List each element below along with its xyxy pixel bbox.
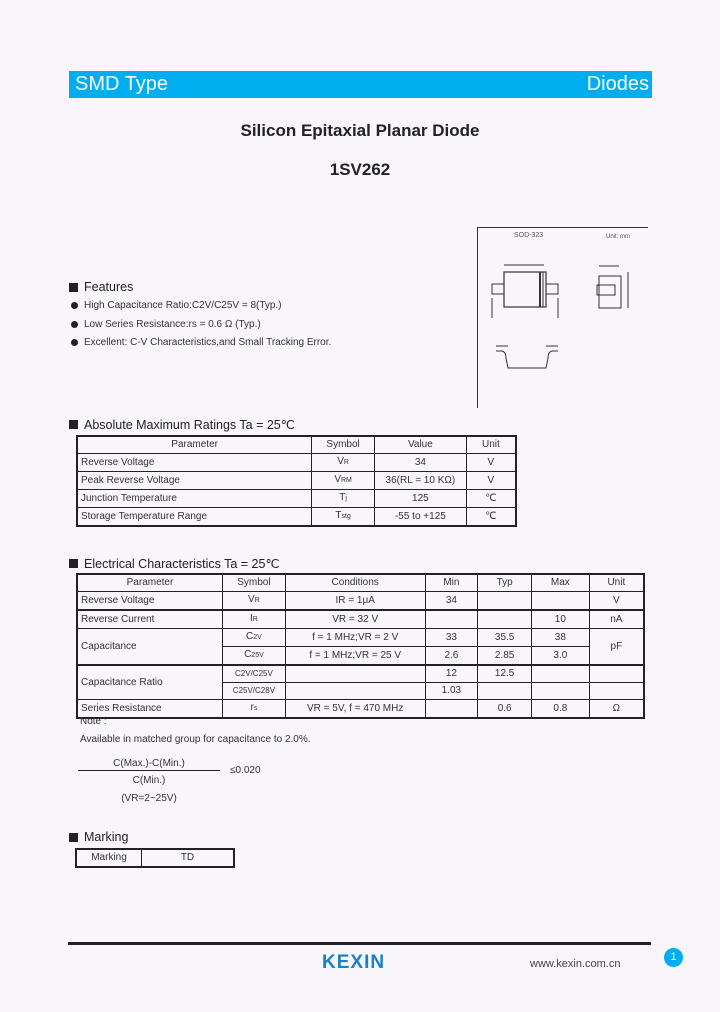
- part-number: 1SV262: [329, 160, 391, 179]
- section-bullet-icon: [69, 283, 78, 292]
- value-cell: 34: [374, 454, 466, 472]
- abs-max-table: [76, 435, 517, 527]
- company-logo: KEXIN: [322, 952, 386, 973]
- formula-result: ≤0.020: [230, 765, 261, 776]
- column-header: Parameter: [77, 436, 312, 454]
- parameter-cell: Capacitance: [77, 629, 222, 666]
- bullet-icon: [71, 302, 78, 309]
- section-bullet-icon: [69, 559, 78, 568]
- column-header: Typ: [478, 574, 532, 592]
- parameter-cell: Series Resistance: [77, 700, 222, 719]
- footer-divider: [68, 942, 651, 945]
- symbol-cell: [222, 610, 285, 629]
- symbol-cell: [222, 629, 285, 647]
- symbol-cell: [222, 647, 285, 666]
- unit-cell: ℃: [466, 490, 516, 508]
- elec-heading-text: Electrical Characteristics Ta = 25℃: [84, 557, 280, 571]
- marking-label-cell: Marking: [76, 849, 142, 867]
- parameter-cell: Capacitance Ratio: [77, 665, 222, 700]
- feature-text: Excellent: C-V Characteristics,and Small Tracking Error.: [84, 337, 332, 348]
- value-cell: -55 to +125: [374, 508, 466, 527]
- table-row: [77, 508, 516, 527]
- max-cell: 10: [532, 610, 590, 629]
- value-cell: 36(RL = 10 KΩ): [374, 472, 466, 490]
- symbol-text: V: [248, 594, 255, 605]
- table-row: [77, 472, 516, 490]
- symbol-cell: C2V/C25V: [222, 665, 285, 683]
- symbol-subscript: R: [343, 459, 349, 466]
- column-header: Value: [374, 436, 466, 454]
- conditions-cell: VR = 5V, f = 470 MHz: [285, 700, 425, 719]
- section-bullet-icon: [69, 833, 78, 842]
- parameter-cell: Reverse Current: [77, 610, 222, 629]
- unit-cell: Ω: [589, 700, 644, 719]
- symbol-cell: [312, 454, 375, 472]
- table-header-row: [77, 574, 644, 592]
- symbol-cell: C25V/C28V: [222, 683, 285, 700]
- symbol-subscript: 2V: [253, 634, 262, 641]
- symbol-text: I: [250, 613, 253, 624]
- unit-cell: V: [466, 454, 516, 472]
- column-header: Symbol: [312, 436, 375, 454]
- bullet-icon: [71, 321, 78, 328]
- symbol-text: V: [337, 456, 344, 467]
- abs-max-heading: [69, 417, 295, 432]
- package-name: SOD-323: [514, 232, 544, 239]
- parameter-cell: Junction Temperature: [77, 490, 312, 508]
- symbol-subscript: s: [253, 705, 258, 712]
- column-header: Unit: [466, 436, 516, 454]
- table-row: [76, 849, 234, 867]
- conditions-cell: IR = 1μA: [285, 592, 425, 611]
- table-row: [77, 592, 644, 611]
- symbol-text: r: [250, 702, 254, 713]
- unit-cell: ℃: [466, 508, 516, 527]
- feature-text: Low Series Resistance:rs = 0.6 Ω (Typ.): [84, 319, 261, 330]
- typ-cell: [478, 683, 532, 700]
- typ-cell: [478, 610, 532, 629]
- parameter-cell: Reverse Voltage: [77, 592, 222, 611]
- symbol-cell: [312, 508, 375, 527]
- feature-item: [71, 337, 331, 348]
- symbol-subscript: R: [252, 616, 258, 623]
- conditions-cell: f = 1 MHz;VR = 25 V: [285, 647, 425, 666]
- symbol-text: T: [339, 492, 346, 503]
- min-cell: [425, 700, 478, 719]
- symbol-text: V: [334, 474, 341, 485]
- column-header: Unit: [589, 574, 644, 592]
- features-heading-text: Features: [84, 280, 134, 294]
- table-row: [77, 629, 644, 647]
- symbol-cell: [312, 472, 375, 490]
- elec-table: [76, 573, 645, 719]
- bullet-icon: [71, 339, 78, 346]
- table-row: [77, 490, 516, 508]
- feature-text: High Capacitance Ratio:C2V/C25V = 8(Typ.): [84, 300, 282, 311]
- parameter-cell: Storage Temperature Range: [77, 508, 312, 527]
- symbol-text: C: [246, 631, 254, 642]
- symbol-text: T: [335, 510, 342, 521]
- unit-cell: V: [466, 472, 516, 490]
- unit-cell: nA: [589, 610, 644, 629]
- symbol-cell: [312, 490, 375, 508]
- column-header: Max: [532, 574, 590, 592]
- marking-value-cell: TD: [142, 849, 234, 867]
- symbol-subscript: 25V: [251, 652, 264, 659]
- package-drawing: [477, 227, 648, 408]
- unit-cell: [589, 665, 644, 683]
- min-cell: 2.6: [425, 647, 478, 666]
- typ-cell: 0.6: [478, 700, 532, 719]
- max-cell: [532, 665, 590, 683]
- table-row: [77, 454, 516, 472]
- formula-denominator: C(Min.): [132, 775, 166, 786]
- formula-fraction-line: [78, 770, 220, 771]
- header-bar: [69, 71, 652, 98]
- typ-cell: [478, 592, 532, 611]
- conditions-cell: [285, 683, 425, 700]
- table-row: [77, 700, 644, 719]
- header-category: SMD Type: [75, 73, 168, 95]
- features-heading: [69, 280, 133, 294]
- unit-cell: V: [589, 592, 644, 611]
- section-bullet-icon: [69, 420, 78, 429]
- package-unit: Unit: mm: [606, 234, 630, 240]
- symbol-cell: [222, 700, 285, 719]
- symbol-subscript: j: [345, 495, 347, 502]
- formula-numerator: C(Max.)-C(Min.): [113, 758, 185, 769]
- max-cell: [532, 683, 590, 700]
- formula-condition: (VR=2~25V): [121, 793, 177, 804]
- column-header: Conditions: [285, 574, 425, 592]
- symbol-subscript: R: [254, 597, 260, 604]
- symbol-cell: [222, 592, 285, 611]
- page-number-badge: 1: [664, 948, 683, 967]
- symbol-subscript: RM: [341, 477, 352, 484]
- typ-cell: 35.5: [478, 629, 532, 647]
- marking-heading: [69, 830, 128, 844]
- column-header: Symbol: [222, 574, 285, 592]
- marking-heading-text: Marking: [84, 830, 129, 844]
- symbol-text: C: [244, 649, 252, 660]
- column-header: Min: [425, 574, 478, 592]
- min-cell: 33: [425, 629, 478, 647]
- typ-cell: 12.5: [478, 665, 532, 683]
- website-link[interactable]: www.kexin.com.cn: [530, 958, 621, 970]
- max-cell: 0.8: [532, 700, 590, 719]
- conditions-cell: f = 1 MHz;VR = 2 V: [285, 629, 425, 647]
- min-cell: 1.03: [425, 683, 478, 700]
- package-outline-icon: [478, 228, 648, 408]
- max-cell: 38: [532, 629, 590, 647]
- feature-item: [71, 300, 282, 311]
- abs-max-heading-text: Absolute Maximum Ratings Ta = 25℃: [84, 418, 295, 432]
- table-row: [77, 610, 644, 629]
- unit-cell: pF: [589, 629, 644, 666]
- document-title: Silicon Epitaxial Planar Diode: [240, 121, 480, 140]
- column-header: Parameter: [77, 574, 222, 592]
- value-cell: 125: [374, 490, 466, 508]
- elec-heading: [69, 556, 279, 571]
- note-label: Note :: [80, 716, 107, 727]
- feature-item: [71, 319, 261, 330]
- table-row: [77, 665, 644, 683]
- min-cell: [425, 610, 478, 629]
- marking-table: [75, 848, 235, 868]
- max-cell: [532, 592, 590, 611]
- parameter-cell: Peak Reverse Voltage: [77, 472, 312, 490]
- conditions-cell: VR = 32 V: [285, 610, 425, 629]
- symbol-subscript: stg: [341, 513, 351, 520]
- min-cell: 12: [425, 665, 478, 683]
- min-cell: 34: [425, 592, 478, 611]
- parameter-cell: Reverse Voltage: [77, 454, 312, 472]
- conditions-cell: [285, 665, 425, 683]
- max-cell: 3.0: [532, 647, 590, 666]
- header-type: Diodes: [586, 73, 649, 95]
- typ-cell: 2.85: [478, 647, 532, 666]
- unit-cell: [589, 683, 644, 700]
- note-text: Available in matched group for capacitance to 2.0%.: [80, 734, 311, 745]
- table-header-row: [77, 436, 516, 454]
